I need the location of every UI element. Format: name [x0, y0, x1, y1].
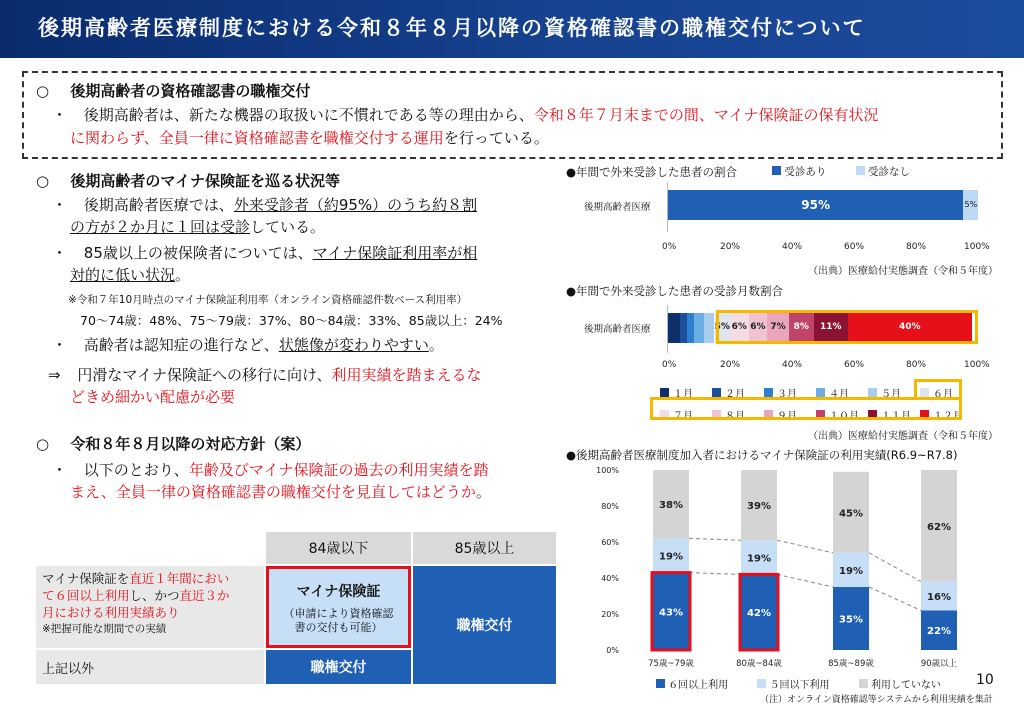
box1-heading-text: 後期高齢者の資格確認書の職権交付 — [70, 82, 311, 100]
chart2-legend-label: ９月 — [777, 411, 797, 422]
chart2-data-label: 11% — [819, 322, 842, 332]
shokken-cell-85: 職権交付 — [413, 566, 556, 684]
row1-text-r3: 直近３か — [179, 588, 230, 603]
chart2-bar-segment — [668, 313, 680, 343]
sec2-note2: 70～74歳：48%、75～79歳：37%、80～84歳：33%、85歳以上：24% — [80, 313, 503, 328]
chart3-ytick: 80% — [601, 502, 619, 511]
row1-text-a: マイナ保険証を — [42, 571, 130, 586]
chart2-tick: 20% — [720, 360, 741, 370]
chart1-tick: 0% — [662, 242, 677, 252]
chart3-ytick: 100% — [596, 466, 619, 475]
sec2-note1: ※令和７年10月時点のマイナ保険証利用率（オンライン資格確認件数ベース利用率） — [68, 294, 468, 306]
chart2-data-label: 6% — [731, 322, 747, 332]
legend-swatch — [868, 388, 877, 397]
chart3-data-label: 19% — [839, 565, 863, 577]
chart2-bar-segment — [704, 313, 715, 343]
chart2-legend-label: ５月 — [881, 389, 901, 400]
chart2-legend-label: ８月 — [725, 411, 745, 422]
row1-text-r2: て６回以上利用 — [42, 588, 130, 603]
chart3-data-label: 39% — [747, 501, 771, 513]
shokken-cell-84: 職権交付 — [266, 650, 411, 684]
chart2-highlight-box — [716, 310, 978, 344]
chart2-legend-label: １０月 — [829, 411, 859, 422]
box1-text-b: を行っている。 — [443, 129, 549, 147]
chart2-data-label: 7% — [770, 322, 786, 332]
chart2-data-label: 8% — [793, 322, 809, 332]
chart3-connector — [777, 574, 833, 587]
legend-swatch — [712, 388, 721, 397]
chart1-category-label: 後期高齢者医療 — [584, 202, 651, 213]
sec2-p1-a: 後期高齢者医療では、 — [83, 196, 234, 214]
sec2-p2-a: 85歳以上の被保険者については、 — [83, 244, 313, 262]
myna-cell — [266, 566, 411, 648]
chart3-connector — [689, 538, 741, 540]
chart1-source: （出典）医療給付実態調査（令和５年度） — [808, 266, 998, 277]
dot-marker: ・ — [52, 196, 68, 214]
box1-text-a: 後期高齢者は、新たな機器の取扱いに不慣れである等の理由から、 — [83, 106, 534, 124]
table-header-84: 84歳以下 — [266, 532, 411, 564]
chart2-tick: 40% — [782, 360, 803, 370]
chart3-data-label: 42% — [747, 608, 771, 620]
dot-marker: ・ — [52, 336, 68, 354]
chart2-legend-label: １月 — [673, 389, 693, 400]
chart1-data-label: 5% — [964, 200, 978, 209]
chart2-legend-label: ７月 — [673, 411, 693, 422]
sec3-para-l2 — [70, 481, 491, 503]
sec3-p-b: 。 — [475, 483, 491, 501]
chart3-note: （注）オンライン資格確認等システムから利用実績を集計 — [760, 695, 993, 705]
legend-swatch — [816, 388, 825, 397]
chart3-data-label: 62% — [927, 521, 951, 533]
box1-line1 — [52, 104, 879, 126]
chart1-legend-item: 受診あり — [784, 166, 827, 178]
chart2-legend-highlight — [914, 379, 962, 399]
chart1-tick: 100% — [964, 242, 990, 252]
chart2-tick: 60% — [844, 360, 865, 370]
chart3-data-label: 19% — [747, 553, 771, 565]
sec3-heading — [36, 433, 310, 454]
chart1-tick: 80% — [906, 242, 927, 252]
chart3-ytick: 0% — [606, 646, 619, 655]
box1-text-red2: に関わらず、全員一律に資格確認書を職権交付する運用 — [70, 129, 444, 147]
chart1-bar-track — [668, 190, 978, 220]
sec2-para2 — [52, 242, 477, 264]
chart1-tick: 40% — [782, 242, 803, 252]
chart2-legend-label: ３月 — [777, 389, 797, 400]
chart1-tick: 60% — [844, 242, 865, 252]
sec2-conc-red2: どきめ細かい配慮が必要 — [70, 388, 236, 406]
sec2-p3-a: 高齢者は認知症の進行など、 — [83, 336, 279, 354]
chart1-tick: 20% — [720, 242, 741, 252]
table-row1-label — [36, 566, 264, 648]
sec2-p3-b: 。 — [428, 336, 444, 354]
chart1-legend — [772, 164, 910, 179]
chart3-legend-item: ６回以上利用 — [668, 680, 729, 691]
sec3-p-red2: まえ、全員一律の資格確認書の職権交付を見直してはどうか — [70, 483, 476, 501]
chart3-ytick: 20% — [601, 610, 619, 619]
chart3-title: ●後期高齢者医療制度加入者におけるマイナ保険証の利用実績(R6.9~R7.8) — [566, 448, 958, 462]
legend-swatch — [656, 679, 665, 688]
chart3-data-label: 45% — [839, 508, 863, 520]
chart2-legend-label: ４月 — [829, 389, 849, 400]
chart3-connector — [689, 573, 741, 575]
sec2-heading — [36, 170, 340, 191]
chart2-title: ●年間で外来受診した患者の受診月数割合 — [566, 284, 784, 298]
chart1-title: ●年間で外来受診した患者の割合 — [566, 165, 738, 179]
circle-marker: ○ — [36, 435, 50, 453]
chart3-data-label: 19% — [659, 551, 683, 563]
chart2-source: （出典）医療給付実態調査（令和５年度） — [808, 431, 998, 442]
circle-marker: ○ — [36, 172, 50, 190]
dot-marker: ・ — [52, 461, 68, 479]
chart3-category-label: 80歳~84歳 — [736, 659, 782, 669]
chart2-bar-segment — [694, 313, 703, 343]
chart3-plot — [585, 462, 1000, 672]
chart3-legend-item: 利用していない — [870, 680, 941, 691]
chart2-category-label: 後期高齢者医療 — [584, 324, 651, 335]
chart3-connector — [869, 553, 921, 582]
sec3-para — [52, 459, 489, 481]
chart2-legend-label: １１月 — [881, 411, 911, 422]
sec2-para1-l2 — [70, 216, 325, 238]
sec2-p1-u: 外来受診者（約95%）のうち約８割 — [233, 196, 478, 214]
legend-swatch — [660, 388, 669, 397]
chart1-ticks — [662, 242, 990, 254]
chart3-ytick: 60% — [601, 538, 619, 547]
sec2-para1 — [52, 194, 477, 216]
sec2-para2-l2 — [70, 264, 190, 286]
row1-note: ※把握可能な期間での実績 — [42, 623, 167, 635]
chart2-legend-label: １２月 — [933, 411, 963, 422]
chart2-data-label: 6% — [750, 322, 766, 332]
chart2-bar-segment — [687, 313, 695, 343]
chart2-tick: 0% — [662, 360, 677, 370]
sec2-heading-text: 後期高齢者のマイナ保険証を巡る状況等 — [70, 172, 341, 190]
sec2-p2-b: 。 — [175, 266, 191, 284]
sec3-p-a: 以下のとおり、 — [83, 461, 189, 479]
chart3-ytick: 40% — [601, 574, 619, 583]
table-header-85: 85歳以上 — [413, 532, 556, 564]
sec2-conc-red1: 利用実績を踏まえるな — [331, 366, 482, 384]
chart2-tick: 100% — [964, 360, 990, 370]
chart2-data-label: 40% — [899, 322, 921, 332]
sec2-conclusion — [48, 364, 481, 386]
sec2-p2-u: マイナ保険証利用率が相 — [312, 244, 478, 262]
chart3-connector — [869, 587, 921, 610]
chart1-data-label: 95% — [801, 198, 830, 212]
row1-text-b: し、かつ — [129, 588, 180, 603]
dot-marker: ・ — [52, 244, 68, 262]
row1-text-r4: 月における利用実績あり — [42, 605, 180, 620]
sec2-p1-b: している。 — [250, 218, 326, 236]
chart3-connector — [777, 540, 833, 553]
arrow-icon: ⇒ — [48, 366, 61, 384]
box1-line2 — [70, 127, 549, 149]
chart2-legend-label: ２月 — [725, 389, 745, 400]
chart3-legend — [656, 676, 941, 691]
sec2-p1-u2: の方が２か月に１回は受診 — [70, 218, 251, 236]
page-number: 10 — [976, 672, 994, 688]
chart3-data-label: 35% — [839, 614, 863, 626]
myna-sub2: 書の交付も可能） — [294, 621, 383, 634]
chart2-legend-label: ６月 — [933, 389, 953, 400]
legend-swatch — [757, 679, 766, 688]
chart3-category-label: 75歳~79歳 — [648, 659, 694, 669]
sec3-p-red1: 年齢及びマイナ保険証の過去の利用実績を踏 — [188, 461, 489, 479]
legend-swatch — [772, 166, 781, 175]
chart3-legend-item: ５回以下利用 — [769, 680, 830, 691]
sec2-para3 — [52, 334, 444, 356]
chart3-data-label: 43% — [659, 607, 683, 619]
chart3-data-label: 38% — [659, 500, 683, 512]
circle-marker: ○ — [36, 82, 50, 100]
legend-swatch — [859, 679, 868, 688]
sec2-p2-u2: 対的に低い状況 — [70, 266, 176, 284]
sec3-heading-text: 令和８年８月以降の対応方針（案） — [70, 435, 311, 453]
sec2-conc-a: 円滑なマイナ保険証への移行に向け、 — [77, 366, 332, 384]
dot-marker: ・ — [52, 106, 68, 124]
chart3-category-label: 85歳~89歳 — [828, 659, 874, 669]
legend-swatch — [764, 388, 773, 397]
legend-swatch — [856, 166, 865, 175]
chart2-data-label: 5% — [714, 322, 730, 332]
box1-text-red1: 令和８年７月末までの間、マイナ保険証の保有状況 — [533, 106, 879, 124]
table-row2-label: 上記以外 — [36, 650, 264, 684]
myna-sub1: （申請により資格確認 — [283, 607, 394, 620]
chart3-data-label: 16% — [927, 592, 951, 603]
box1-heading — [36, 80, 310, 101]
chart2-legend-highlight — [650, 397, 962, 420]
sec2-p3-u: 状態像が変わりやすい — [278, 336, 429, 354]
chart2-ticks — [662, 360, 990, 372]
chart3-data-label: 22% — [927, 626, 951, 638]
page-title: 後期高齢者医療制度における令和８年８月以降の資格確認書の職権交付について — [38, 16, 866, 40]
chart3-category-label: 90歳以上 — [920, 659, 958, 669]
row1-text-r1: 直近１年間におい — [129, 571, 230, 586]
chart2-tick: 80% — [906, 360, 927, 370]
myna-title: マイナ保険証 — [296, 584, 381, 600]
chart1-legend-item: 受診なし — [868, 166, 911, 178]
